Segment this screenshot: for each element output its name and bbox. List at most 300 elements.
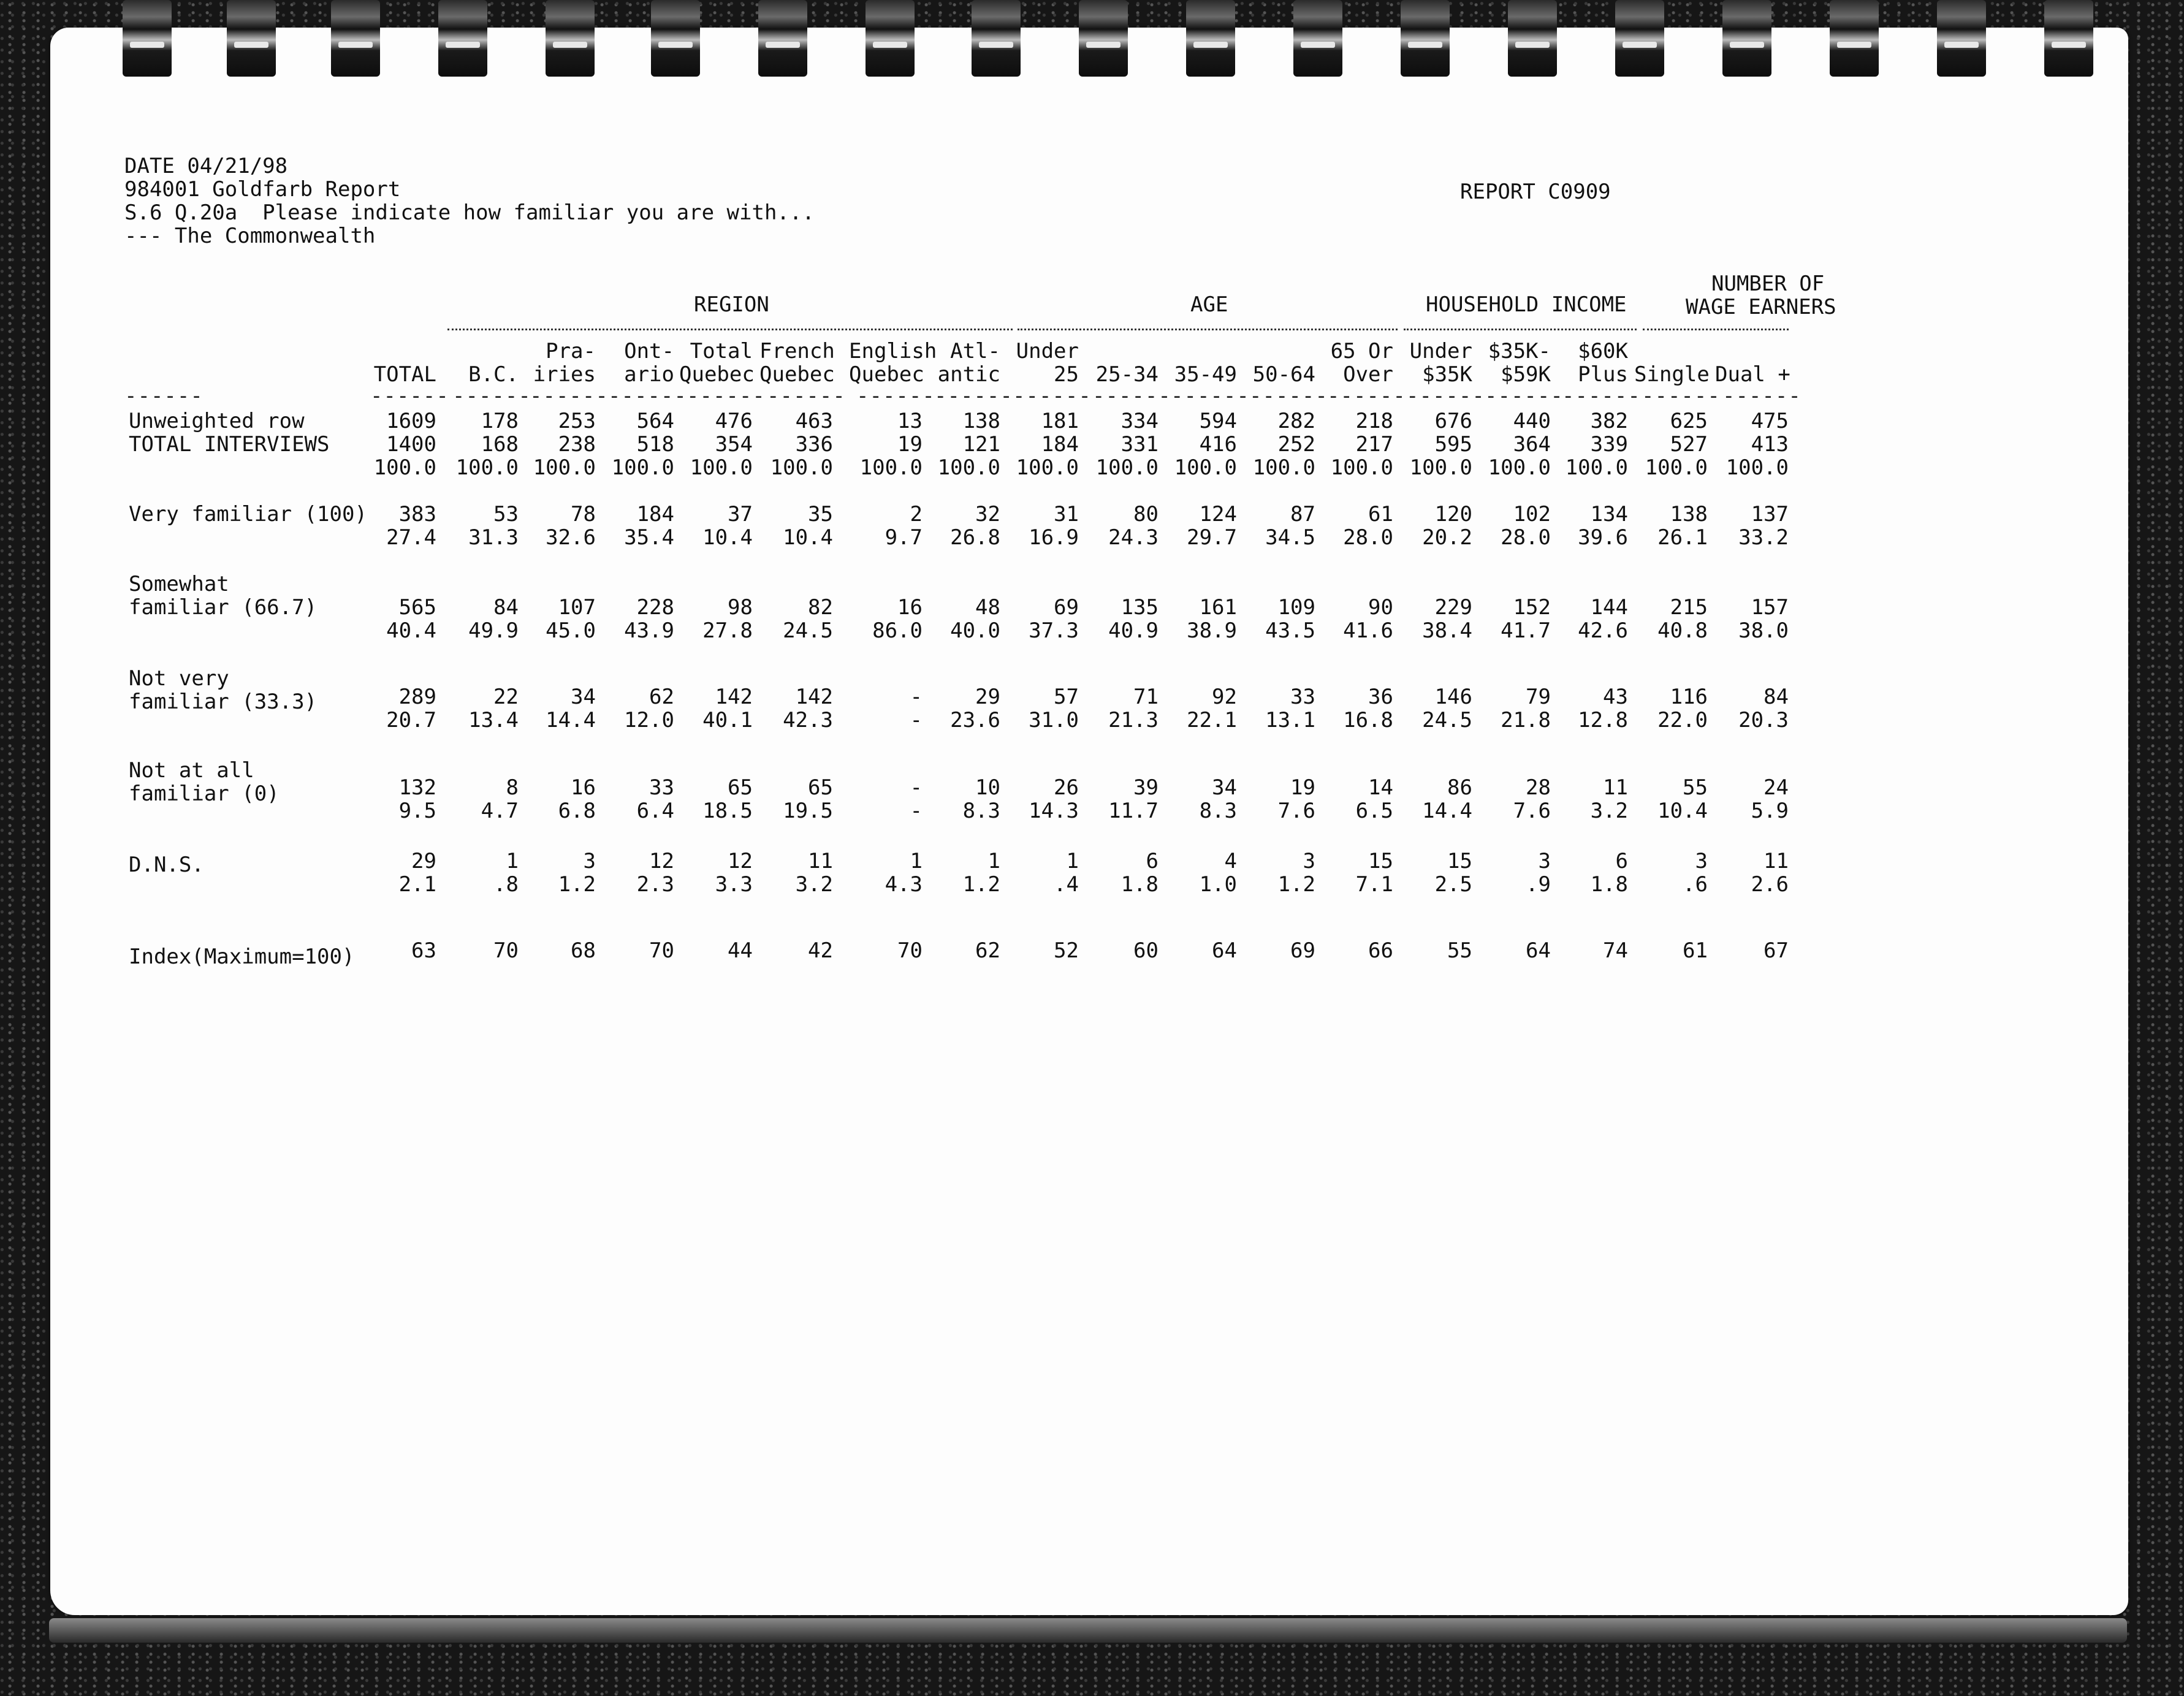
- table-cell: 12: [728, 849, 753, 873]
- column-header-line2: iries: [533, 362, 596, 387]
- question-text: S.6 Q.20a Please indicate how familiar you are with...: [124, 200, 815, 225]
- table-cell: 132: [398, 775, 436, 800]
- subject-text: --- The Commonwealth: [124, 224, 376, 248]
- table-cell: 4: [1224, 849, 1237, 873]
- column-underline: ------: [1092, 384, 1171, 408]
- table-cell: 42.6: [1578, 618, 1628, 643]
- binder-ring: [1830, 0, 1879, 77]
- table-cell: 100.0: [937, 455, 1000, 480]
- table-cell: 100.0: [455, 455, 519, 480]
- table-cell: 134: [1590, 502, 1628, 527]
- table-cell: 527: [1670, 432, 1708, 457]
- earners-divider: [1643, 329, 1789, 330]
- table-cell: 12.0: [624, 708, 674, 732]
- table-cell: 7.6: [1277, 799, 1315, 823]
- table-cell: 11.7: [1108, 799, 1159, 823]
- table-cell: 15: [1447, 849, 1472, 873]
- table-cell: 37.3: [1029, 618, 1079, 643]
- column-underline: ------: [370, 384, 449, 408]
- table-cell: 339: [1590, 432, 1628, 457]
- table-cell: 39: [1133, 775, 1159, 800]
- region-divider: [447, 329, 1013, 330]
- table-cell: 2.6: [1751, 872, 1789, 897]
- table-cell: 11: [1764, 849, 1789, 873]
- table-cell: 100.0: [770, 455, 833, 480]
- binder-ring: [1615, 0, 1664, 77]
- column-header-line1: Atl-: [950, 339, 1000, 363]
- row-label-line2: familiar (0): [129, 781, 280, 806]
- table-cell: 28.0: [1501, 525, 1551, 550]
- column-header-line1: Ont-: [624, 339, 674, 363]
- binder-ring: [1401, 0, 1450, 77]
- table-cell: .4: [1054, 872, 1079, 897]
- column-underline: ------: [530, 384, 609, 408]
- column-underline: ------: [767, 384, 846, 408]
- binder-ring: [438, 0, 487, 77]
- table-cell: 15: [1368, 849, 1393, 873]
- column-header-line1: 65 Or: [1330, 339, 1393, 363]
- table-cell: 282: [1277, 409, 1315, 433]
- column-header-line1: Total: [690, 339, 753, 363]
- table-cell: 66: [1368, 938, 1393, 963]
- table-cell: 67: [1764, 938, 1789, 963]
- binder-ring: [546, 0, 595, 77]
- table-cell: 13.4: [468, 708, 519, 732]
- table-cell: 8.3: [962, 799, 1000, 823]
- row-label: Unweighted row: [129, 409, 305, 433]
- table-cell: 413: [1751, 432, 1789, 457]
- table-cell: 70: [649, 938, 674, 963]
- column-header-line2: Plus: [1578, 362, 1628, 387]
- table-cell: 100.0: [1174, 455, 1237, 480]
- column-header-line2: Quebec: [849, 362, 924, 387]
- table-cell: 79: [1526, 685, 1551, 709]
- table-cell: 20.2: [1422, 525, 1472, 550]
- table-cell: 9.5: [398, 799, 436, 823]
- table-cell: 84: [493, 595, 519, 620]
- table-cell: 29.7: [1187, 525, 1237, 550]
- table-cell: 34: [1212, 775, 1237, 800]
- column-underline: ------: [452, 384, 531, 408]
- table-cell: 18.5: [702, 799, 753, 823]
- table-cell: 9.7: [885, 525, 923, 550]
- table-cell: 3.2: [1590, 799, 1628, 823]
- table-cell: 184: [1041, 432, 1079, 457]
- table-cell: 10.4: [1657, 799, 1708, 823]
- binder-ring: [1508, 0, 1557, 77]
- table-cell: 40.8: [1657, 618, 1708, 643]
- binder-ring: [123, 0, 172, 77]
- column-header-line2: TOTAL: [373, 362, 436, 387]
- table-cell: 120: [1434, 502, 1472, 527]
- table-cell: 476: [715, 409, 753, 433]
- binder-ring: [758, 0, 807, 77]
- table-cell: 20.7: [386, 708, 436, 732]
- table-cell: 28.0: [1343, 525, 1393, 550]
- table-cell: 33: [1290, 685, 1315, 709]
- table-cell: 3.3: [715, 872, 753, 897]
- table-cell: 63: [411, 938, 436, 963]
- table-cell: 6.8: [558, 799, 596, 823]
- table-cell: 5.9: [1751, 799, 1789, 823]
- binder-ring: [2044, 0, 2093, 77]
- group-region: REGION: [694, 292, 769, 317]
- table-cell: 253: [558, 409, 596, 433]
- binder-ring: [1293, 0, 1342, 77]
- table-cell: 70: [897, 938, 923, 963]
- table-cell: .8: [493, 872, 519, 897]
- report-name: 984001 Goldfarb Report: [124, 177, 401, 202]
- table-cell: 43.9: [624, 618, 674, 643]
- column-header-line1: $60K: [1578, 339, 1628, 363]
- column-underline: ------: [934, 384, 1013, 408]
- table-cell: 238: [558, 432, 596, 457]
- table-cell: 31: [1054, 502, 1079, 527]
- table-cell: 74: [1603, 938, 1628, 963]
- table-cell: 65: [808, 775, 833, 800]
- table-cell: 28: [1526, 775, 1551, 800]
- table-cell: 2.3: [636, 872, 674, 897]
- table-cell: 36: [1368, 685, 1393, 709]
- table-cell: 34: [571, 685, 596, 709]
- table-cell: 1.2: [1277, 872, 1315, 897]
- column-header-line2: B.C.: [468, 362, 519, 387]
- column-header-line1: English: [849, 339, 937, 363]
- column-header-line2: Dual +: [1715, 362, 1790, 387]
- table-cell: 142: [795, 685, 833, 709]
- table-cell: 55: [1447, 938, 1472, 963]
- table-cell: 22.1: [1187, 708, 1237, 732]
- table-cell: 10.4: [783, 525, 833, 550]
- table-cell: 39.6: [1578, 525, 1628, 550]
- table-cell: 12.8: [1578, 708, 1628, 732]
- table-cell: 80: [1133, 502, 1159, 527]
- table-cell: 181: [1041, 409, 1079, 433]
- table-cell: 217: [1355, 432, 1393, 457]
- label-underline: ------: [124, 384, 204, 408]
- table-cell: 90: [1368, 595, 1393, 620]
- column-header-line1: Under: [1016, 339, 1079, 363]
- table-cell: -: [910, 685, 923, 709]
- table-cell: 6: [1146, 849, 1159, 873]
- table-cell: 416: [1199, 432, 1237, 457]
- column-header-line2: Quebec: [759, 362, 835, 387]
- table-cell: 11: [1603, 775, 1628, 800]
- binder-ring: [1079, 0, 1128, 77]
- table-cell: 14.4: [546, 708, 596, 732]
- table-cell: 564: [636, 409, 674, 433]
- table-cell: 82: [808, 595, 833, 620]
- table-cell: -: [910, 799, 923, 823]
- column-underline: ------: [1562, 384, 1641, 408]
- table-cell: 138: [1670, 502, 1708, 527]
- table-cell: 1609: [386, 409, 436, 433]
- table-cell: 475: [1751, 409, 1789, 433]
- column-underline: ------: [1327, 384, 1406, 408]
- column-header-line2: 35-49: [1174, 362, 1237, 387]
- group-wage-earners-line1: NUMBER OF: [1711, 272, 1825, 296]
- table-cell: 23.6: [950, 708, 1000, 732]
- table-cell: 364: [1513, 432, 1551, 457]
- table-cell: .9: [1526, 872, 1551, 897]
- table-cell: 334: [1121, 409, 1159, 433]
- table-cell: 24.5: [783, 618, 833, 643]
- table-cell: 26: [1054, 775, 1079, 800]
- table-cell: 61: [1368, 502, 1393, 527]
- table-cell: 218: [1355, 409, 1393, 433]
- table-cell: 35: [808, 502, 833, 527]
- table-cell: 331: [1121, 432, 1159, 457]
- column-underline: ------: [1485, 384, 1564, 408]
- table-cell: 44: [728, 938, 753, 963]
- binder-ring: [1722, 0, 1771, 77]
- table-cell: 42: [808, 938, 833, 963]
- table-cell: 21.3: [1108, 708, 1159, 732]
- table-cell: 595: [1434, 432, 1472, 457]
- column-header-line1: Under: [1409, 339, 1472, 363]
- table-cell: 14.3: [1029, 799, 1079, 823]
- table-cell: 49.9: [468, 618, 519, 643]
- table-cell: 38.4: [1422, 618, 1472, 643]
- table-cell: 6: [1615, 849, 1628, 873]
- table-cell: 146: [1434, 685, 1472, 709]
- column-underline: ------: [1013, 384, 1092, 408]
- table-cell: 43.5: [1265, 618, 1315, 643]
- table-cell: 3.2: [795, 872, 833, 897]
- table-cell: 161: [1199, 595, 1237, 620]
- column-underline: ------: [1249, 384, 1328, 408]
- table-cell: 8.3: [1199, 799, 1237, 823]
- table-cell: 1: [987, 849, 1000, 873]
- table-cell: 107: [558, 595, 596, 620]
- table-cell: 100.0: [1016, 455, 1079, 480]
- table-cell: 31.0: [1029, 708, 1079, 732]
- table-cell: 11: [808, 849, 833, 873]
- table-cell: -: [910, 775, 923, 800]
- column-underline: ------: [1722, 384, 1802, 408]
- table-cell: -: [910, 708, 923, 732]
- column-header-line2: ario: [624, 362, 674, 387]
- table-cell: 13.1: [1265, 708, 1315, 732]
- table-cell: 3: [1695, 849, 1708, 873]
- table-cell: 13: [897, 409, 923, 433]
- table-cell: 565: [398, 595, 436, 620]
- table-cell: 3: [1303, 849, 1315, 873]
- table-cell: 42.3: [783, 708, 833, 732]
- table-cell: 41.7: [1501, 618, 1551, 643]
- table-cell: 100.0: [611, 455, 674, 480]
- table-cell: 38.0: [1738, 618, 1789, 643]
- table-cell: 354: [715, 432, 753, 457]
- column-header-line2: 25: [1054, 362, 1079, 387]
- table-cell: 100.0: [859, 455, 923, 480]
- column-header-line2: $59K: [1501, 362, 1551, 387]
- table-cell: 19.5: [783, 799, 833, 823]
- table-cell: 336: [795, 432, 833, 457]
- table-cell: 1400: [386, 432, 436, 457]
- table-cell: 7.1: [1355, 872, 1393, 897]
- table-cell: 100.0: [1565, 455, 1628, 480]
- table-cell: 142: [715, 685, 753, 709]
- table-cell: 92: [1212, 685, 1237, 709]
- table-cell: 48: [975, 595, 1000, 620]
- table-cell: 144: [1590, 595, 1628, 620]
- table-cell: 61: [1683, 938, 1708, 963]
- table-cell: 26.8: [950, 525, 1000, 550]
- table-cell: .6: [1683, 872, 1708, 897]
- table-cell: 69: [1290, 938, 1315, 963]
- table-cell: 14: [1368, 775, 1393, 800]
- table-cell: 24.3: [1108, 525, 1159, 550]
- age-divider: [1018, 329, 1398, 330]
- table-cell: 1: [910, 849, 923, 873]
- binder-ring: [972, 0, 1021, 77]
- table-cell: 41.6: [1343, 618, 1393, 643]
- table-cell: 383: [398, 502, 436, 527]
- table-cell: 19: [897, 432, 923, 457]
- group-age: AGE: [1190, 292, 1228, 317]
- column-header-line1: Pra-: [546, 339, 596, 363]
- table-cell: 440: [1513, 409, 1551, 433]
- table-cell: 121: [962, 432, 1000, 457]
- row-label: Not at all: [129, 758, 254, 783]
- table-cell: 29: [411, 849, 436, 873]
- column-underline: ------: [1642, 384, 1721, 408]
- table-cell: 40.4: [386, 618, 436, 643]
- table-cell: 65: [728, 775, 753, 800]
- table-cell: 1.8: [1590, 872, 1628, 897]
- table-cell: 14.4: [1422, 799, 1472, 823]
- column-header-line1: $35K-: [1488, 339, 1551, 363]
- table-cell: 33: [649, 775, 674, 800]
- table-cell: 19: [1290, 775, 1315, 800]
- table-cell: 98: [728, 595, 753, 620]
- binder-ring: [227, 0, 276, 77]
- table-cell: 35.4: [624, 525, 674, 550]
- table-cell: 21.8: [1501, 708, 1551, 732]
- table-cell: 84: [1764, 685, 1789, 709]
- table-cell: 40.1: [702, 708, 753, 732]
- table-cell: 463: [795, 409, 833, 433]
- row-label: Not very: [129, 666, 229, 691]
- table-cell: 1: [1066, 849, 1079, 873]
- column-header-line2: 25-34: [1095, 362, 1159, 387]
- table-cell: 8: [506, 775, 519, 800]
- table-cell: 16.9: [1029, 525, 1079, 550]
- table-cell: 382: [1590, 409, 1628, 433]
- table-cell: 100.0: [533, 455, 596, 480]
- table-cell: 100.0: [690, 455, 753, 480]
- row-label: Somewhat: [129, 572, 229, 596]
- table-cell: 4.3: [885, 872, 923, 897]
- table-cell: 52: [1054, 938, 1079, 963]
- column-header-line2: Single: [1634, 362, 1710, 387]
- row-label: Index(Maximum=100): [129, 945, 355, 969]
- table-cell: 64: [1526, 938, 1551, 963]
- row-label: D.N.S.: [129, 853, 204, 877]
- column-header-line2: Over: [1343, 362, 1393, 387]
- table-cell: 12: [649, 849, 674, 873]
- table-cell: 109: [1277, 595, 1315, 620]
- table-cell: 27.8: [702, 618, 753, 643]
- table-cell: 4.7: [481, 799, 519, 823]
- table-cell: 62: [649, 685, 674, 709]
- table-cell: 86.0: [872, 618, 923, 643]
- table-cell: 57: [1054, 685, 1079, 709]
- table-cell: 1.2: [558, 872, 596, 897]
- table-cell: 22.0: [1657, 708, 1708, 732]
- table-cell: 32.6: [546, 525, 596, 550]
- table-cell: 37: [728, 502, 753, 527]
- table-cell: 34.5: [1265, 525, 1315, 550]
- table-cell: 1.0: [1199, 872, 1237, 897]
- table-cell: 102: [1513, 502, 1551, 527]
- table-cell: 1.8: [1121, 872, 1159, 897]
- binder-bottom-edge: [49, 1618, 2127, 1643]
- table-cell: 157: [1751, 595, 1789, 620]
- binder-ring: [651, 0, 700, 77]
- table-cell: 100.0: [1488, 455, 1551, 480]
- table-cell: 6.5: [1355, 799, 1393, 823]
- column-underline: ------: [1406, 384, 1485, 408]
- group-household-income: HOUSEHOLD INCOME: [1426, 292, 1627, 317]
- column-header-line1: French: [759, 339, 835, 363]
- column-header-line2: $35K: [1422, 362, 1472, 387]
- table-cell: 116: [1670, 685, 1708, 709]
- table-cell: 178: [481, 409, 519, 433]
- table-cell: 24.5: [1422, 708, 1472, 732]
- table-cell: 215: [1670, 595, 1708, 620]
- report-code: REPORT C0909: [1460, 180, 1611, 204]
- table-cell: 22: [493, 685, 519, 709]
- table-cell: 71: [1133, 685, 1159, 709]
- table-cell: 62: [975, 938, 1000, 963]
- table-cell: 33.2: [1738, 525, 1789, 550]
- table-cell: 184: [636, 502, 674, 527]
- binder-ring: [1937, 0, 1986, 77]
- table-cell: 26.1: [1657, 525, 1708, 550]
- binder-ring: [331, 0, 380, 77]
- table-cell: 100.0: [1409, 455, 1472, 480]
- row-label-line2: familiar (33.3): [129, 690, 318, 714]
- table-cell: 10: [975, 775, 1000, 800]
- table-cell: 70: [493, 938, 519, 963]
- table-cell: 31.3: [468, 525, 519, 550]
- table-cell: 27.4: [386, 525, 436, 550]
- row-label-line2: TOTAL INTERVIEWS: [129, 432, 330, 457]
- table-cell: 137: [1751, 502, 1789, 527]
- column-header-line2: 50-64: [1252, 362, 1315, 387]
- table-cell: 594: [1199, 409, 1237, 433]
- table-cell: 100.0: [1252, 455, 1315, 480]
- table-cell: 228: [636, 595, 674, 620]
- table-cell: 45.0: [546, 618, 596, 643]
- table-cell: 53: [493, 502, 519, 527]
- table-cell: 625: [1670, 409, 1708, 433]
- table-cell: 100.0: [373, 455, 436, 480]
- table-cell: 87: [1290, 502, 1315, 527]
- table-cell: 64: [1212, 938, 1237, 963]
- table-cell: 289: [398, 685, 436, 709]
- table-cell: 16.8: [1343, 708, 1393, 732]
- table-cell: 138: [962, 409, 1000, 433]
- table-cell: 32: [975, 502, 1000, 527]
- table-cell: 152: [1513, 595, 1551, 620]
- table-cell: 40.0: [950, 618, 1000, 643]
- table-cell: 10.4: [702, 525, 753, 550]
- table-cell: 29: [975, 685, 1000, 709]
- table-cell: 252: [1277, 432, 1315, 457]
